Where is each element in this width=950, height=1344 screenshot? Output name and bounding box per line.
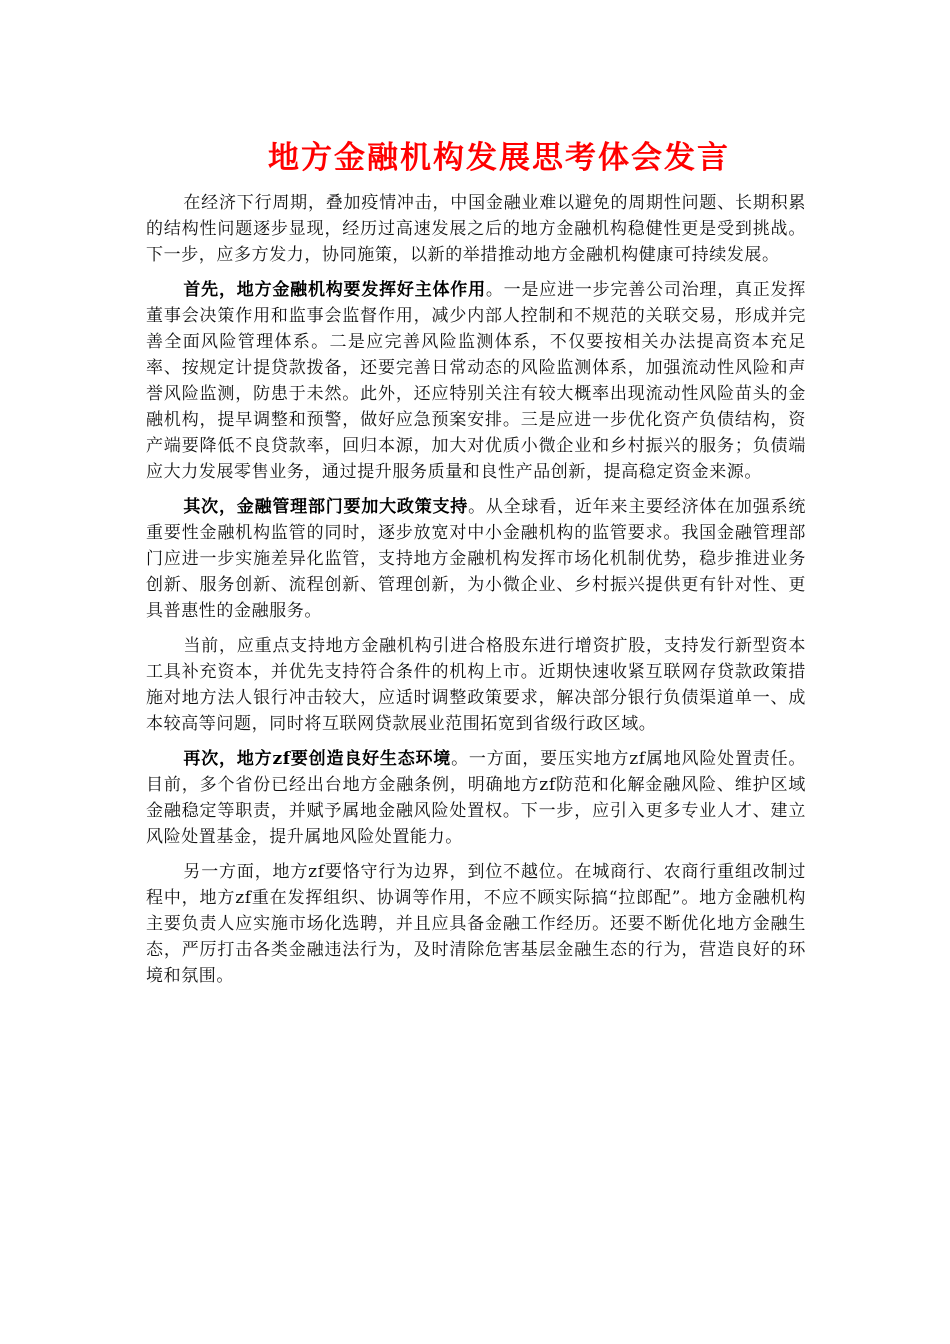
paragraph-text: 在经济下行周期，叠加疫情冲击，中国金融业难以避免的周期性问题、长期积累的结构性问题逐步显现，经历过高速发展之后的地方金融机构稳健性更是受到挑战。下一步，应多方发力，协同施策，以新的举措推动地方金融机构健康可持续发展。 (146, 193, 806, 265)
document-body (146, 190, 806, 998)
paragraph-lead: 其次，金融管理部门要加大政策支持 (183, 497, 469, 517)
document-title: 地方金融机构发展思考体会发言 (268, 140, 730, 176)
paragraph-text: 当前，应重点支持地方金融机构引进合格股东进行增资扩股，支持发行新型资本工具补充资本，并优先支持符合条件的机构上市。近期快速收紧互联网存贷款政策措施对地方法人银行冲击较大，应适时调整政策要求，解决部分银行负债渠道单一、成本较高等问题，同时将互联网贷款展业范围拓宽到省级行政区域。 (146, 636, 806, 734)
paragraph-text: 。一是应进一步完善公司治理，真正发挥董事会决策作用和监事会监督作用，减少内部人控制和不规范的关联交易，形成并完善全面风险管理体系。二是应完善风险监测体系，不仅要按相关办法提高资本充足率、按规定计提贷款拨备，还要完善日常动态的风险监测体系，加强流动性风险和声誉风险监测，防患于未然。此外，还应特别关注有较大概率出现流动性风险苗头的金融机构，提早调整和预警，做好应急预案安排。三是应进一步优化资产负债结构，资产端要降低不良贷款率，回归本源，加大对优质小微企业和乡村振兴的服务；负债端应大力发展零售业务，通过提升服务质量和良性产品创新，提高稳定资金来源。 (146, 280, 806, 482)
paragraph-text: 另一方面，地方zf要恪守行为边界，到位不越位。在城商行、农商行重组改制过程中，地方zf重在发挥组织、协调等作用，不应不顾实际搞“拉郎配”。地方金融机构主要负责人应实施市场化选聘，并且应具备金融工作经历。还要不断优化地方金融生态，严厉打击各类金融违法行为，及时清除危害基层金融生态的行为，营造良好的环境和氛围。 (146, 862, 806, 986)
paragraph-lead: 首先，地方金融机构要发挥好主体作用 (183, 280, 486, 300)
paragraph-third-point (146, 746, 806, 850)
paragraph-text: 。从全球看，近年来主要经济体在加强系统重要性金融机构监管的同时，逐步放宽对中小金融机构的监管要求。我国金融管理部门应进一步实施差异化监管，支持地方金融机构发挥市场化机制优势，稳步推进业务创新、服务创新、流程创新、管理创新，为小微企业、乡村振兴提供更有针对性、更具普惠性的金融服务。 (146, 497, 806, 621)
paragraph-first-point (146, 277, 806, 485)
paragraph-text: 。一方面，要压实地方zf属地风险处置责任。目前，多个省份已经出台地方金融条例，明确地方zf防范和化解金融风险、维护区域金融稳定等职责，并赋予属地金融风险处置权。下一步，应引入更多专业人才、建立风险处置基金，提升属地风险处置能力。 (146, 749, 806, 847)
paragraph-second-point (146, 494, 806, 624)
paragraph-current-support (146, 633, 806, 737)
paragraph-other-hand (146, 859, 806, 989)
paragraph-lead: 再次，地方zf要创造良好生态环境 (183, 749, 452, 769)
paragraph-intro (146, 190, 806, 268)
